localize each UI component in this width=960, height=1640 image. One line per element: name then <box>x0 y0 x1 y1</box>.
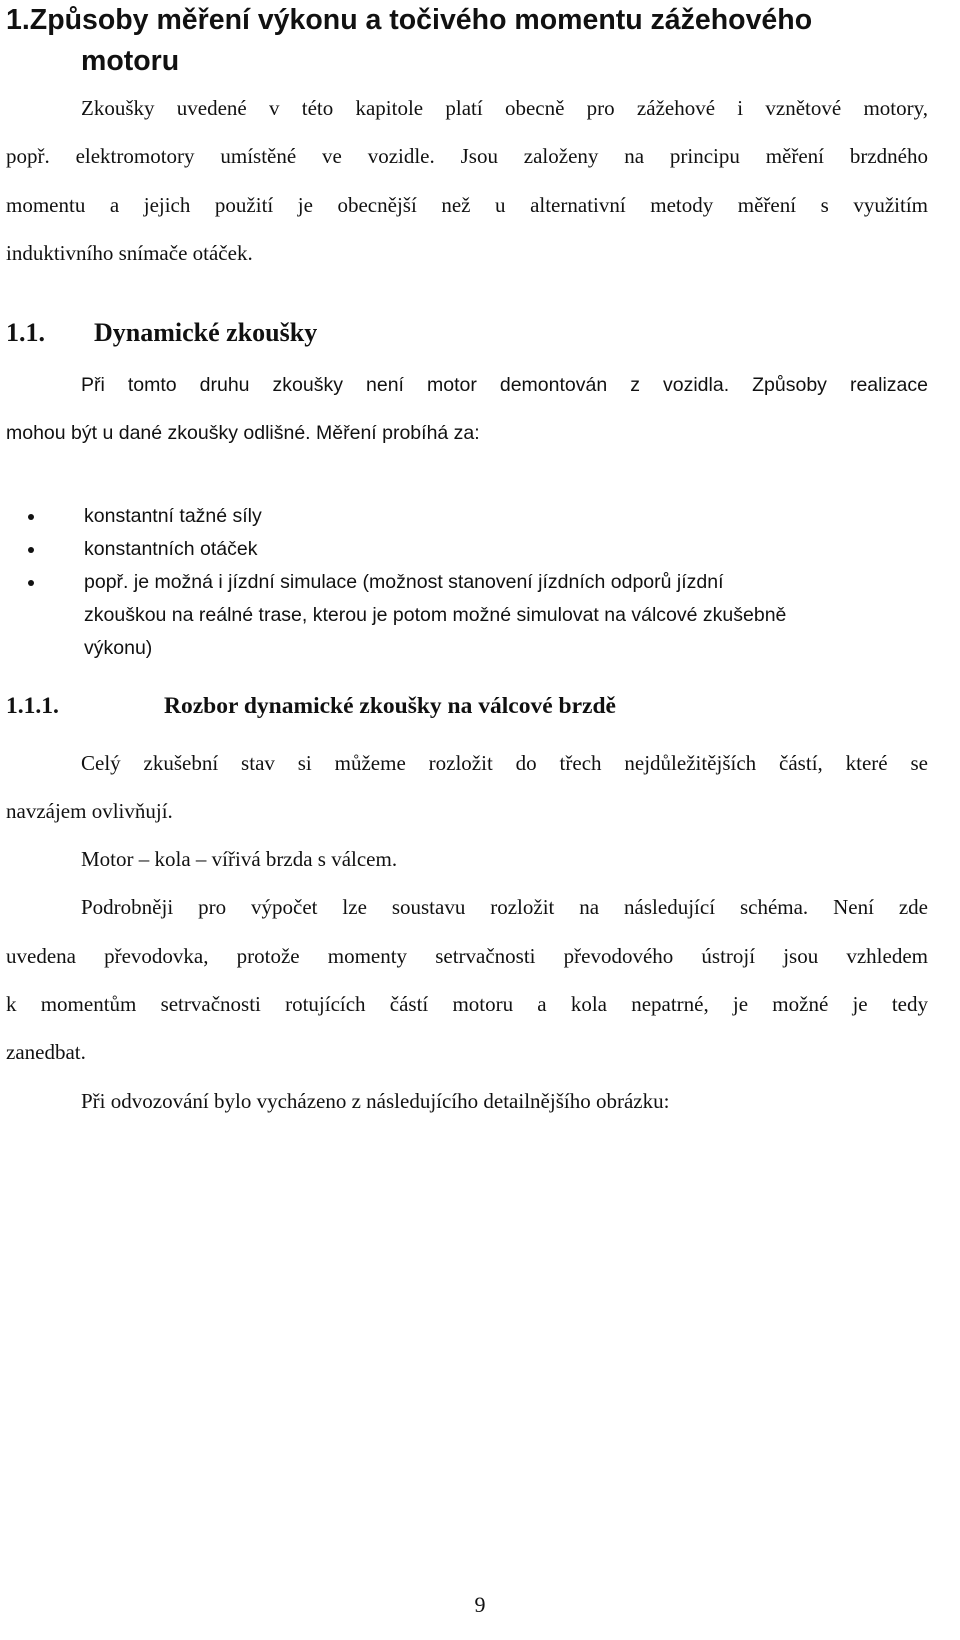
list-item <box>0 533 930 566</box>
bullet-icon <box>28 514 34 520</box>
list-item-text: konstantních otáček <box>84 538 258 560</box>
subsection-title: Rozbor dynamické zkoušky na válcové brzdě <box>164 693 616 719</box>
analysis-p3-line-1: Podrobněji pro výpočet lze soustavu rozložit na následující schéma. Není zde <box>81 895 928 919</box>
section-number: 1.1. <box>6 318 45 347</box>
page-number: 9 <box>474 1592 486 1617</box>
measurement-list <box>0 500 930 665</box>
intro-line-1: Zkoušky uvedené v této kapitole platí obecně pro zážehové i vznětové motory, <box>81 96 928 120</box>
chapter-title-line2: motoru <box>81 45 180 77</box>
intro-line-3: momentu a jejich použití je obecnější než u alternativní metody měření s využitím <box>6 193 928 217</box>
chapter-heading <box>6 0 936 82</box>
analysis-p3-line-2: uvedena převodovka, protože momenty setrvačnosti převodového ústrojí jsou vzhledem <box>6 944 928 968</box>
section-title: Dynamické zkoušky <box>94 318 318 347</box>
chapter-number: 1. <box>6 4 30 36</box>
list-item <box>0 566 930 665</box>
analysis-p2: Motor – kola – vířivá brzda s válcem. <box>81 847 398 871</box>
bullet-icon <box>28 580 34 586</box>
intro-line-4: induktivního snímače otáček. <box>6 241 253 265</box>
subsection-heading <box>6 693 616 720</box>
intro-line-2: popř. elektromotory umístěné ve vozidle. Jsou založeny na principu měření brzdného <box>6 144 928 168</box>
analysis-p1-line-1: Celý zkušební stav si můžeme rozložit do třech nejdůležitějších částí, které se <box>81 751 928 775</box>
chapter-title-line1: Způsoby měření výkonu a točivého momentu zážehového <box>29 4 813 36</box>
analysis-p3-line-4: zanedbat. <box>6 1040 86 1064</box>
list-item-text-line-3: výkonu) <box>84 637 153 659</box>
dynamic-line-2: mohou být u dané zkoušky odlišné. Měření probíhá za: <box>6 422 480 444</box>
section-heading <box>6 318 318 348</box>
list-item-text: konstantní tažné síly <box>84 505 262 527</box>
list-item-text-line-1: popř. je možná i jízdní simulace (možnost stanovení jízdních odporů jízdní <box>84 571 724 593</box>
subsection-number: 1.1.1. <box>6 693 59 719</box>
analysis-p1-line-2: navzájem ovlivňují. <box>6 799 173 823</box>
analysis-p4: Při odvozování bylo vycházeno z následujícího detailnějšího obrázku: <box>81 1089 670 1113</box>
bullet-icon <box>28 547 34 553</box>
dynamic-line-1: Při tomto druhu zkoušky není motor demontován z vozidla. Způsoby realizace <box>81 374 928 396</box>
list-item <box>0 500 930 533</box>
analysis-p3-line-3: k momentům setrvačnosti rotujících částí motoru a kola nepatrné, je možné je tedy <box>6 992 928 1016</box>
list-item-text-line-2: zkouškou na reálné trase, kterou je potom možné simulovat na válcové zkušebně <box>84 604 787 626</box>
